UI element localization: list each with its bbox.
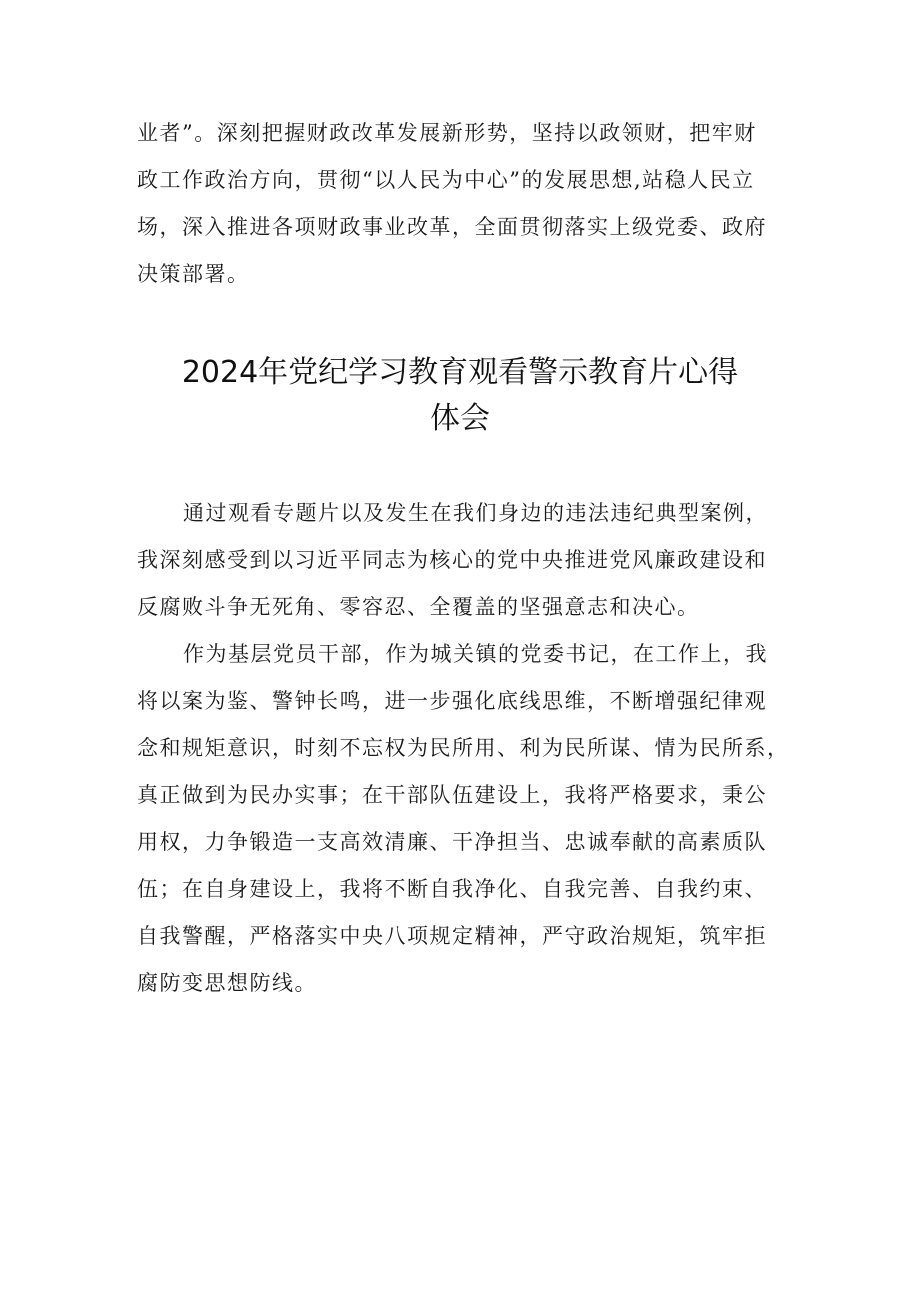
- paragraph-line: 我深刻感受到以习近平同志为核心的党中央推进党风廉政建设和: [137, 548, 767, 572]
- paragraph-line: 通过观看专题片以及发生在我们身边的违法违纪典型案例，: [183, 501, 768, 525]
- paragraph-2: [137, 631, 797, 1007]
- paragraph-line: 决策部署。: [137, 262, 250, 286]
- paragraph-line: 伍；在自身建设上，我将不断自我净化、自我完善、自我约束、: [137, 877, 767, 901]
- paragraph-line: 真正做到为民办实事；在干部队伍建设上，我将严格要求，秉公: [137, 783, 767, 807]
- paragraph-line: 反腐败斗争无死角、零容忍、全覆盖的坚强意志和决心。: [137, 595, 700, 619]
- paragraph-line: 作为基层党员干部，作为城关镇的党委书记，在工作上，我: [183, 642, 768, 666]
- paragraph-line: 腐防变思想防线。: [137, 971, 317, 995]
- paragraph-line: 将以案为鉴、警钟长鸣，进一步强化底线思维，不断增强纪律观: [137, 689, 767, 713]
- paragraph-line: 业者”。深刻把握财政改革发展新形势，坚持以政领财，把牢财: [137, 121, 757, 145]
- continued-paragraph: [137, 110, 797, 298]
- paragraph-line: 用权，力争锻造一支高效清廉、干净担当、忠诚奉献的高素质队: [137, 830, 767, 854]
- paragraph-line: 念和规矩意识，时刻不忘权为民所用、利为民所谋、情为民所系，: [137, 736, 790, 760]
- paragraph-line: 自我警醒，严格落实中央八项规定精神，严守政治规矩，筑牢拒: [137, 924, 767, 948]
- document-title: [0, 350, 920, 442]
- paragraph-line: 场，深入推进各项财政事业改革，全面贯彻落实上级党委、政府: [137, 215, 767, 239]
- paragraph-line: 政工作政治方向，贯彻“以人民为中心”的发展思想,站稳人民立: [137, 168, 755, 192]
- title-line: 体会: [430, 401, 490, 436]
- paragraph-1: [137, 490, 797, 631]
- body-text: [137, 490, 797, 1007]
- title-line: 2024年党纪学习教育观看警示教育片心得: [181, 355, 739, 390]
